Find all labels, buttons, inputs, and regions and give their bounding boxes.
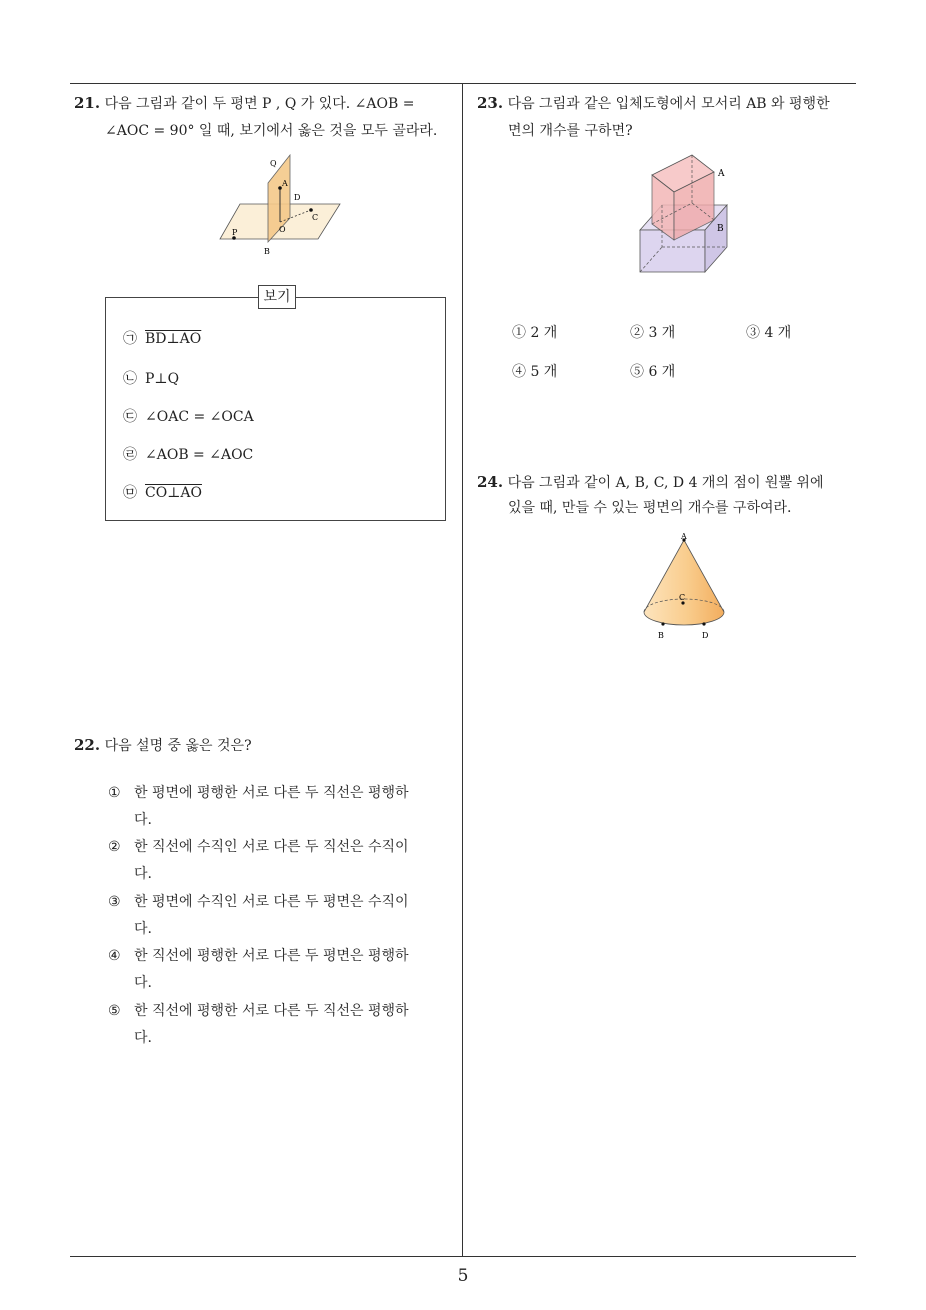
bogi-item-text: BD⊥AO <box>145 331 202 347</box>
bogi-marker: ㉢ <box>123 409 137 425</box>
point-b <box>661 622 664 625</box>
bogi-item-3 <box>123 406 254 426</box>
label-a: A <box>681 532 687 541</box>
bogi-item-5 <box>123 482 202 502</box>
option-text: 한 평면에 평행한 서로 다른 두 직선은 평행하 <box>134 785 409 801</box>
choice-marker: ② <box>630 325 644 341</box>
point-d <box>702 622 705 625</box>
bogi-title: 보기 <box>258 285 296 309</box>
bogi-marker: ㉡ <box>123 371 137 387</box>
option-marker: ⑤ <box>108 1003 121 1019</box>
q23-choice-4[interactable] <box>512 361 557 381</box>
label-b: B <box>658 631 664 640</box>
page-number: 5 <box>457 1266 469 1286</box>
q24-text-line1: 다음 그림과 같이 A, B, C, D 4 개의 점이 원뿔 위에 <box>507 475 824 491</box>
option-marker: ③ <box>108 894 121 910</box>
q22-option-5[interactable] <box>108 998 448 1052</box>
q23-solid-figure <box>630 150 740 280</box>
label-q: Q <box>270 159 277 168</box>
choice-marker: ⑤ <box>630 364 644 380</box>
option-text: 한 직선에 수직인 서로 다른 두 직선은 수직이 <box>134 839 409 855</box>
bogi-item-text: CO⊥AO <box>145 485 202 501</box>
label-b: B <box>264 247 270 256</box>
label-o: O <box>279 225 286 234</box>
q23-choice-1[interactable] <box>512 322 557 342</box>
label-d: D <box>294 193 301 202</box>
q22-line <box>74 730 252 761</box>
choice-text: 4 개 <box>764 325 792 341</box>
q23-choice-2[interactable] <box>630 322 675 342</box>
q22-number: 22. <box>74 736 101 754</box>
label-c: C <box>679 593 686 602</box>
q24-line2: 있을 때, 만들 수 있는 평면의 개수를 구하여라. <box>508 500 792 516</box>
q23-text-line1: 다음 그림과 같은 입체도형에서 모서리 AB 와 평행한 <box>507 96 830 112</box>
q23-number: 23. <box>477 94 504 112</box>
option-marker: ④ <box>108 948 121 964</box>
q23-line2: 면의 개수를 구하면? <box>508 123 633 139</box>
choice-text: 2 개 <box>530 325 558 341</box>
bogi-item-4 <box>123 444 253 464</box>
bogi-item-2 <box>123 368 179 388</box>
q23-choice-3[interactable] <box>746 322 791 342</box>
bogi-item-1 <box>123 328 201 348</box>
option-text-cont: 다. <box>134 975 152 991</box>
point-c <box>309 208 313 212</box>
choice-marker: ① <box>512 325 526 341</box>
q22-option-4[interactable] <box>108 943 448 997</box>
label-c: C <box>312 213 319 222</box>
option-text-cont: 다. <box>134 812 152 828</box>
option-text: 한 직선에 평행한 서로 다른 두 직선은 평행하 <box>134 1003 409 1019</box>
cone-body <box>644 540 724 625</box>
choice-text: 5 개 <box>530 364 558 380</box>
bogi-item-text: ∠AOB = ∠AOC <box>145 447 254 463</box>
q21-number: 21. <box>74 94 101 112</box>
q24-cone-figure <box>636 530 736 645</box>
choice-text: 3 개 <box>648 325 676 341</box>
bogi-marker: ㉣ <box>123 447 137 463</box>
option-marker: ① <box>108 785 121 801</box>
choice-marker: ③ <box>746 325 760 341</box>
label-b: B <box>717 224 724 234</box>
q21-line1 <box>74 88 414 119</box>
top-rule <box>70 83 856 84</box>
option-text: 한 직선에 평행한 서로 다른 두 평면은 평행하 <box>134 948 409 964</box>
label-a: A <box>718 169 725 179</box>
q22-option-1[interactable] <box>108 780 448 834</box>
option-text: 한 평면에 수직인 서로 다른 두 평면은 수직이 <box>134 894 409 910</box>
option-text-cont: 다. <box>134 866 152 882</box>
option-marker: ② <box>108 839 121 855</box>
q22-option-3[interactable] <box>108 889 448 943</box>
label-p: P <box>232 228 238 237</box>
option-text-cont: 다. <box>134 1030 152 1046</box>
choice-text: 6 개 <box>648 364 676 380</box>
label-d: D <box>702 631 709 640</box>
bottom-rule <box>70 1256 856 1257</box>
option-text-cont: 다. <box>134 921 152 937</box>
bogi-item-text: P⊥Q <box>145 371 180 387</box>
label-a: A <box>282 179 288 188</box>
bogi-marker: ㉤ <box>123 485 137 501</box>
choice-marker: ④ <box>512 364 526 380</box>
bogi-item-text: ∠OAC = ∠OCA <box>145 409 254 425</box>
q21-line2: ∠AOC = 90° 일 때, 보기에서 옳은 것을 모두 골라라. <box>105 123 438 139</box>
bogi-marker: ㉠ <box>123 331 137 347</box>
q23-line1 <box>477 88 830 119</box>
q22-option-2[interactable] <box>108 834 448 888</box>
q24-number: 24. <box>477 473 504 491</box>
q22-text: 다음 설명 중 옳은 것은? <box>104 738 252 754</box>
q23-choice-5[interactable] <box>630 361 675 381</box>
q21-text-line1: 다음 그림과 같이 두 평면 P , Q 가 있다. ∠AOB = <box>104 96 415 112</box>
column-divider <box>462 83 463 1257</box>
q21-planes-figure <box>215 150 350 260</box>
